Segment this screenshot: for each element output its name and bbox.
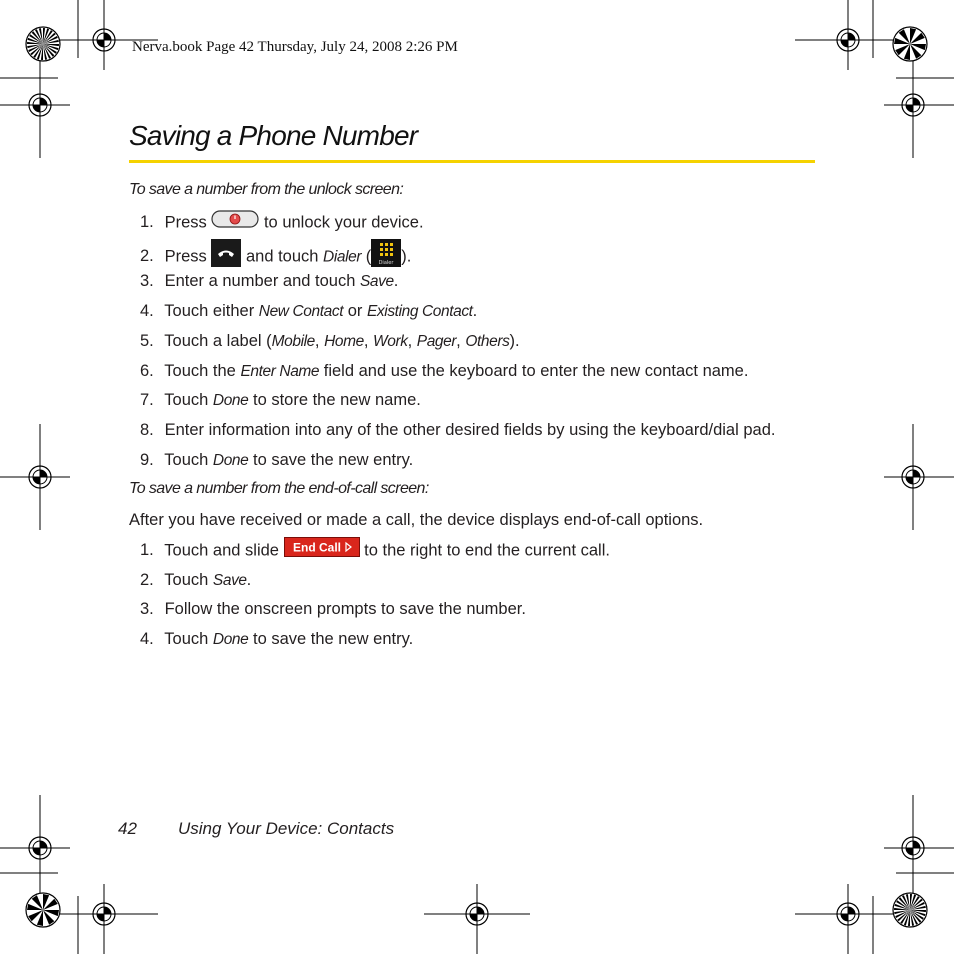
page-number: 42: [118, 819, 137, 838]
svg-text:Dialer: Dialer: [378, 260, 394, 266]
step-item: 3. Enter a number and touch Save.: [140, 272, 399, 290]
power-key-icon: [211, 209, 259, 237]
step-item: 9. Touch Done to save the new entry.: [140, 451, 414, 469]
step-item: 7. Touch Done to store the new name.: [140, 391, 421, 409]
step-item: 8. Enter information into any of the other desired fields by using the keyboard/dial pad.: [140, 421, 776, 439]
step-item: 2. Touch Save.: [140, 571, 252, 589]
section-intro: After you have received or made a call, the device displays end-of-call options.: [129, 511, 704, 529]
step-item: 6. Touch the Enter Name field and use the keyboard to enter the new contact name.: [140, 362, 749, 380]
starburst-mark: [26, 893, 60, 927]
print-header: Nerva.book Page 42 Thursday, July 24, 2008 2:26 PM: [132, 39, 458, 55]
footer-section-title: Using Your Device: Contacts: [178, 819, 395, 838]
section-heading-end-call: To save a number from the end-of-call screen:: [129, 480, 429, 497]
section-heading-unlock: To save a number from the unlock screen:: [129, 181, 404, 198]
page-title: Saving a Phone Number: [129, 120, 418, 151]
step-item: 4. Touch Done to save the new entry.: [140, 630, 414, 648]
starburst-mark: [26, 27, 60, 61]
end-call-slider-icon: [284, 537, 360, 565]
starburst-mark: [893, 27, 927, 61]
step-item: 5. Touch a label (Mobile, Home, Work, Pager, Others).: [140, 332, 520, 350]
step-item: 1. Press to unlock your device.: [140, 209, 424, 235]
step-item: 2. Press and touch Dialer ( Dialer ).: [140, 239, 411, 265]
starburst-mark: [893, 893, 927, 927]
title-rule: [129, 160, 815, 163]
step-item: 3. Follow the onscreen prompts to save the number.: [140, 600, 526, 618]
step-item: 1. Touch and slide End Call to the right to end the current call.: [140, 537, 610, 563]
svg-text:End Call: End Call: [292, 540, 341, 555]
step-item: 4. Touch either New Contact or Existing Contact.: [140, 302, 478, 320]
